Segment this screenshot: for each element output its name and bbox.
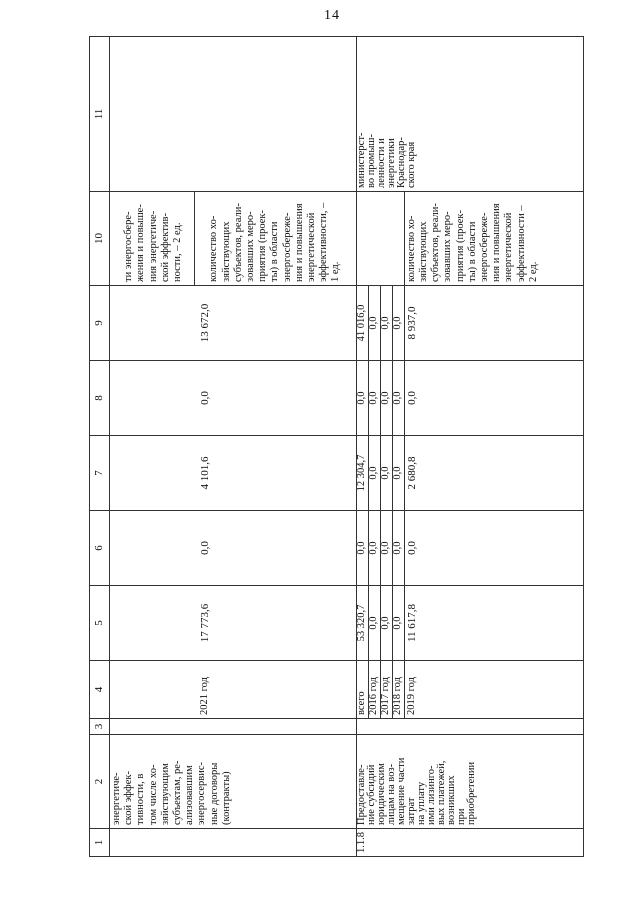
continued-row xyxy=(110,37,357,857)
col-header-11: 11 xyxy=(90,37,110,192)
cont-indicator-bottom: количество хо- зяйствующих субъектов, реали- зовавших меро- приятия (проек- ты) в области энергосбереже- ния и повышения энергетической эффективности, – 1 ед. xyxy=(208,202,342,282)
row-1-1-8-label-total: всего xyxy=(356,661,368,719)
col-header-3: 3 xyxy=(90,719,110,735)
row-1-1-8-2018-v5: 0,0 xyxy=(392,586,404,661)
program-table xyxy=(89,36,584,857)
cont-value-5: 17 773,6 xyxy=(110,586,357,661)
row-1-1-8-2019-v9: 8 937,0 xyxy=(404,286,583,361)
row-1-1-8-2017-v5: 0,0 xyxy=(380,586,392,661)
row-1-1-8-name: Предоставле- ние субсидий юридическим лицам на воз- мещение части затрат на уплату ими лизинго- вых платежей, возникших при приобретении xyxy=(356,735,583,829)
rotated-table-wrapper xyxy=(89,37,584,857)
row-1-1-8-2019-v7: 2 680,8 xyxy=(404,436,583,511)
row-1-1-8-label-2016: 2016 год xyxy=(368,661,380,719)
row-1-1-8-label-2017: 2017 год xyxy=(380,661,392,719)
col-header-7: 7 xyxy=(90,436,110,511)
cont-col3-cell xyxy=(110,719,357,735)
cont-value-9: 13 672,0 xyxy=(110,286,357,361)
cont-num-cell xyxy=(110,829,357,857)
row-1-1-8-2018-v9: 0,0 xyxy=(392,286,404,361)
cont-year: 2021 год xyxy=(110,661,357,719)
row-1-1-8-indicator: количество хо- зяйствующих субъектов, реали- зовавших меро- приятия (проек- ты) в области энергосбереже- ния и повышения энергетической эффективности – 2 ед. xyxy=(404,192,583,286)
row-1-1-8-total xyxy=(356,37,368,857)
col-header-5: 5 xyxy=(90,586,110,661)
row-1-1-8-col3 xyxy=(356,719,583,735)
row-1-1-8-total-v8: 0,0 xyxy=(356,361,368,436)
row-1-1-8-total-v5: 53 320,7 xyxy=(356,586,368,661)
row-1-1-8-2016-v7: 0,0 xyxy=(368,436,380,511)
row-1-1-8-responsible: министерст- во промыш- ленности и энергетики Краснодар- ского края xyxy=(356,37,583,192)
row-1-1-8-2016-v8: 0,0 xyxy=(368,361,380,436)
col-header-4: 4 xyxy=(90,661,110,719)
row-1-1-8-total-v6: 0,0 xyxy=(356,511,368,586)
col-header-6: 6 xyxy=(90,511,110,586)
col-header-10: 10 xyxy=(90,192,110,286)
cont-responsible-cell xyxy=(110,37,357,192)
row-1-1-8-number: 1.1.8 xyxy=(356,829,583,857)
row-1-1-8-2016-v5: 0,0 xyxy=(368,586,380,661)
col-header-8: 8 xyxy=(90,361,110,436)
cont-indicator xyxy=(110,192,357,286)
cont-indicator-top: ти энергосбере- жения и повыше- ния энергетиче- ской эффектив- ности, – 2 ед. xyxy=(122,192,195,285)
row-1-1-8-2018-v8: 0,0 xyxy=(392,361,404,436)
col-header-2: 2 xyxy=(90,735,110,829)
row-1-1-8-2017-v7: 0,0 xyxy=(380,436,392,511)
row-1-1-8-label-2019: 2019 год xyxy=(404,661,583,719)
cont-value-6: 0,0 xyxy=(110,511,357,586)
row-1-1-8-2018-v7: 0,0 xyxy=(392,436,404,511)
row-1-1-8-indicator-empty xyxy=(356,192,404,286)
row-1-1-8-2016-v6: 0,0 xyxy=(368,511,380,586)
row-1-1-8-2017-v6: 0,0 xyxy=(380,511,392,586)
column-number-row xyxy=(90,37,110,857)
row-1-1-8-total-v7: 12 304,7 xyxy=(356,436,368,511)
row-1-1-8-label-2018: 2018 год xyxy=(392,661,404,719)
page-number: 14 xyxy=(324,8,340,23)
col-header-9: 9 xyxy=(90,286,110,361)
row-1-1-8-2016-v9: 0,0 xyxy=(368,286,380,361)
row-1-1-8-2017-v8: 0,0 xyxy=(380,361,392,436)
cont-measure-name: энергетиче- ской эффек- тивности, в том числе хо- зяйствующим субъектам, ре- ализовавшим энергосервис- ные договоры (контракты) xyxy=(110,735,357,829)
col-header-1: 1 xyxy=(90,829,110,857)
cont-value-7: 4 101,6 xyxy=(110,436,357,511)
row-1-1-8-2019-v6: 0,0 xyxy=(404,511,583,586)
row-1-1-8-2019-v5: 11 617,8 xyxy=(404,586,583,661)
row-1-1-8-2017-v9: 0,0 xyxy=(380,286,392,361)
row-1-1-8-total-v9: 41 016,0 xyxy=(356,286,368,361)
row-1-1-8-2018-v6: 0,0 xyxy=(392,511,404,586)
cont-value-8: 0,0 xyxy=(110,361,357,436)
row-1-1-8-2019-v8: 0,0 xyxy=(404,361,583,436)
